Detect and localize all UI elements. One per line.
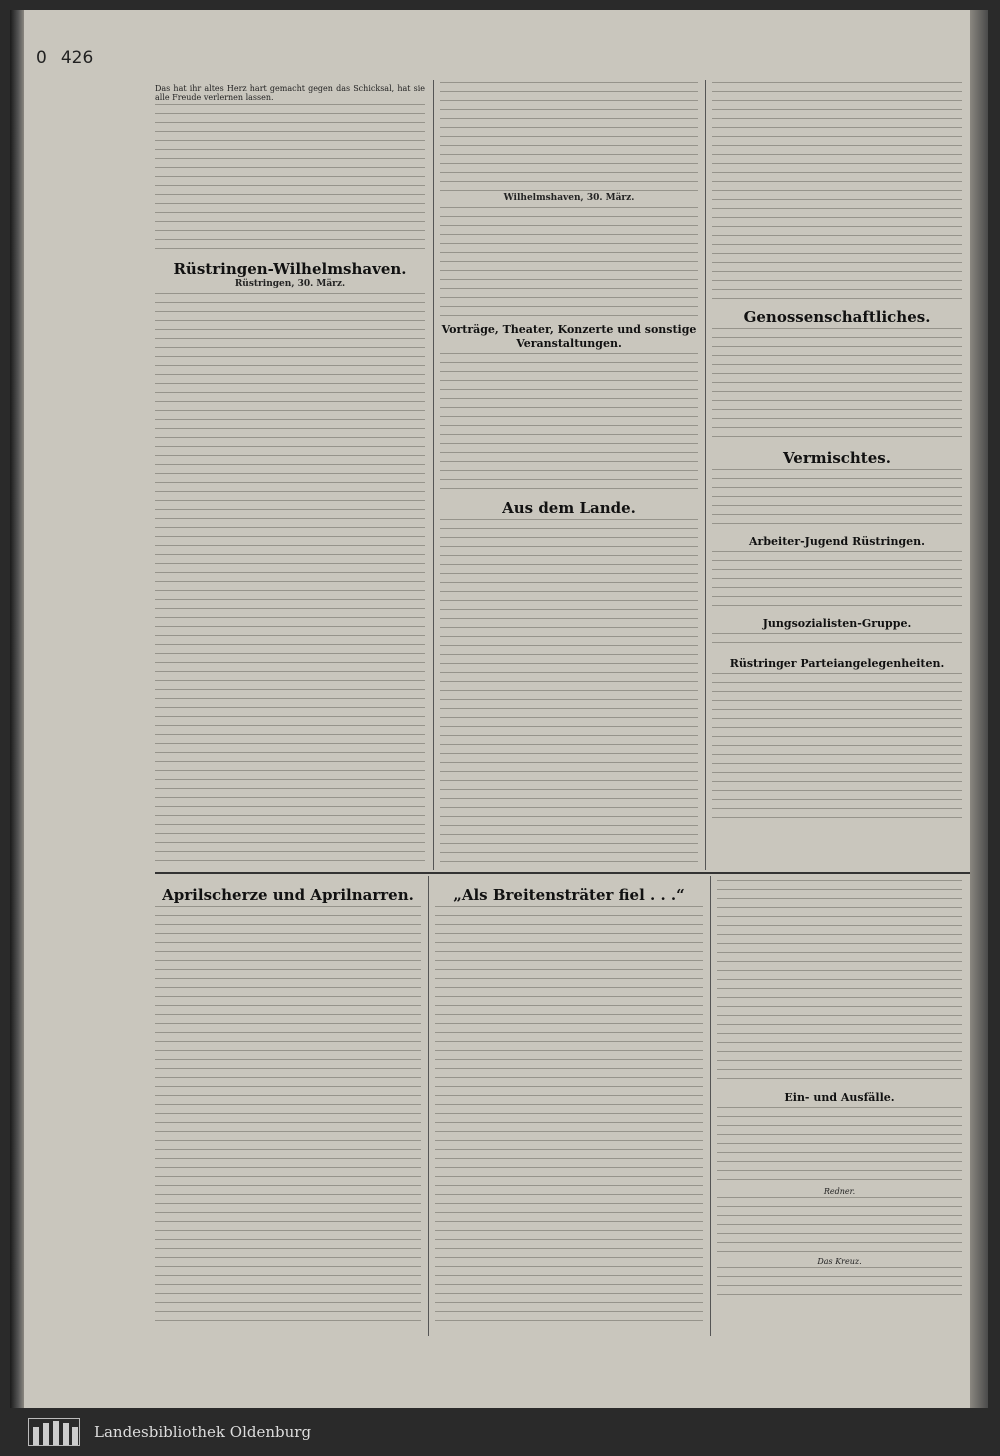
section-heading: Rüstringen-Wilhelmshaven. — [173, 260, 407, 278]
column-2 — [440, 82, 698, 867]
dateline: Wilhelmshaven, 30. März. — [503, 193, 635, 203]
section-rule — [155, 872, 970, 874]
article-body-placeholder — [155, 104, 425, 254]
article-body-placeholder — [155, 293, 425, 867]
column-rule — [433, 80, 434, 870]
article-body-placeholder — [712, 673, 962, 823]
article-body-placeholder — [155, 906, 421, 1321]
article-body-placeholder — [440, 353, 698, 493]
article-body-placeholder — [712, 633, 962, 651]
page-number: 0 426 — [36, 48, 94, 68]
article-fragment: Das hat ihr altes Herz hart gemacht gegen das Schicksal, hat sie alle Freude verlernen lassen. — [155, 84, 425, 102]
page-edge — [970, 10, 988, 1408]
article-body-placeholder — [435, 906, 703, 1321]
article-body-placeholder — [712, 469, 962, 529]
newspaper-page — [10, 10, 988, 1408]
bottom-column-3 — [717, 880, 962, 1330]
column-rule — [710, 876, 711, 1336]
poem-heading: Das Kreuz. — [817, 1257, 862, 1266]
bottom-column-2 — [435, 880, 703, 1330]
binding-edge — [10, 10, 24, 1408]
article-body-placeholder — [440, 82, 698, 192]
article-body-placeholder — [717, 880, 962, 1085]
library-name: Landesbibliothek Oldenburg — [94, 1423, 312, 1441]
section-heading: „Als Breitensträter fiel . . .“ — [453, 886, 685, 904]
section-heading: Vorträge, Theater, Konzerte und sonstige Veranstaltungen. — [441, 323, 697, 350]
poem-placeholder — [717, 1267, 962, 1303]
poem-placeholder — [717, 1107, 962, 1187]
article-body-placeholder — [712, 551, 962, 611]
poem-placeholder — [717, 1197, 962, 1257]
column-1 — [155, 82, 425, 867]
column-3 — [712, 82, 962, 867]
section-heading: Arbeiter-Jugend Rüstringen. — [749, 535, 925, 548]
library-footer — [0, 1408, 1000, 1456]
article-body-placeholder — [712, 328, 962, 443]
library-building-icon — [28, 1418, 80, 1446]
section-heading: Aprilscherze und Aprilnarren. — [162, 886, 414, 904]
article-body-placeholder — [712, 82, 962, 302]
margin-mark: 0 — [36, 48, 47, 68]
dateline: Rüstringen, 30. März. — [234, 279, 346, 289]
section-heading: Jungsozialisten-Gruppe. — [762, 617, 912, 630]
section-heading: Rüstringer Parteiangelegenheiten. — [729, 657, 945, 670]
section-heading: Vermischtes. — [783, 449, 891, 467]
section-heading: Aus dem Lande. — [502, 499, 636, 517]
article-body-placeholder — [440, 519, 698, 867]
column-rule — [428, 876, 429, 1336]
section-heading: Genossenschaftliches. — [743, 308, 931, 326]
section-heading: Ein- und Ausfälle. — [784, 1091, 895, 1104]
bottom-column-1 — [155, 880, 421, 1330]
column-rule — [705, 80, 706, 870]
article-body-placeholder — [440, 207, 698, 317]
poem-heading: Redner. — [823, 1187, 856, 1196]
